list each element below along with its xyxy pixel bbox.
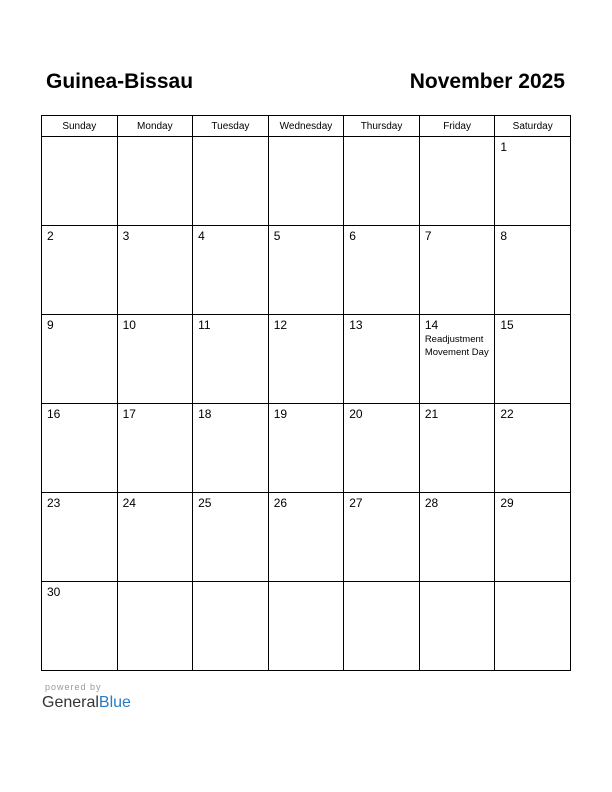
day-number: 2 [47,229,54,243]
generalblue-logo[interactable] [42,694,131,712]
day-number: 30 [47,585,61,599]
weekday-thursday: Thursday [344,116,420,137]
day-cell [42,315,118,404]
weekday-header-row [42,116,571,137]
day-number: 23 [47,496,61,510]
day-cell [117,226,193,315]
brand-general: General [42,694,99,711]
day-cell [495,493,571,582]
day-number: 26 [273,496,288,510]
weekday-sunday: Sunday [42,116,118,137]
day-cell [268,404,344,493]
brand-blue: Blue [98,694,131,711]
day-cell [495,404,571,493]
day-number [193,137,268,140]
day-number: 20 [349,407,363,421]
day-cell [193,493,269,582]
day-cell [193,582,269,671]
day-cell [268,582,344,671]
day-cell [495,582,571,671]
day-cell [42,582,118,671]
day-cell [419,226,495,315]
day-cell [495,137,571,226]
day-number [118,582,193,585]
day-number: 14 [424,318,439,332]
weekday-saturday: Saturday [495,116,571,137]
week-row [42,404,571,493]
day-number [118,137,193,140]
day-cell [268,315,344,404]
day-cell [495,226,571,315]
day-number [420,137,495,140]
week-row [42,137,571,226]
week-row [42,226,571,315]
day-cell [419,493,495,582]
day-cell [42,404,118,493]
day-cell [419,582,495,671]
day-number: 7 [424,229,432,243]
weekday-tuesday: Tuesday [193,116,269,137]
day-cell [193,404,269,493]
day-cell [344,493,420,582]
day-cell [268,137,344,226]
day-cell [193,226,269,315]
day-number [193,582,268,585]
country-title: Guinea-Bissau [46,70,194,93]
week-row [42,582,571,671]
day-cell [117,404,193,493]
day-number: 28 [424,496,439,510]
day-number: 9 [47,318,54,332]
day-number: 13 [349,318,363,332]
day-cell-holiday [419,315,495,404]
day-number [495,582,570,585]
day-cell [193,315,269,404]
day-number: 17 [122,407,136,421]
day-cell [344,315,420,404]
day-number: 25 [198,496,212,510]
day-number: 1 [500,140,508,154]
day-number [344,582,419,585]
day-number: 3 [122,229,130,243]
day-number: 29 [500,496,514,510]
holiday-label: Readjustment Movement Day [424,334,489,358]
day-number [344,137,419,140]
day-number: 4 [198,229,205,243]
day-number: 15 [500,318,514,332]
day-cell [117,582,193,671]
day-number: 21 [424,407,439,421]
day-cell [42,226,118,315]
day-cell [344,137,420,226]
day-number: 5 [273,229,281,243]
day-number: 24 [122,496,136,510]
day-cell [193,137,269,226]
day-number: 22 [500,407,514,421]
day-cell [344,404,420,493]
weekday-wednesday: Wednesday [268,116,344,137]
day-number: 19 [273,407,288,421]
day-number: 11 [198,318,211,332]
day-cell [42,493,118,582]
day-number: 27 [349,496,363,510]
day-cell [117,315,193,404]
day-number: 18 [198,407,212,421]
day-number [42,137,117,140]
day-cell [419,137,495,226]
calendar-grid [41,115,571,671]
calendar-header [41,70,571,100]
weekday-monday: Monday [117,116,193,137]
day-cell [268,226,344,315]
day-number: 8 [500,229,508,243]
week-row [42,315,571,404]
day-cell [117,493,193,582]
day-cell [344,582,420,671]
day-cell [268,493,344,582]
day-number [269,137,344,140]
day-number: 12 [273,318,288,332]
day-number: 16 [47,407,61,421]
week-row [42,493,571,582]
day-number: 10 [122,318,136,332]
day-cell [419,404,495,493]
powered-by-label: powered by [45,682,102,692]
day-cell [344,226,420,315]
day-number: 6 [349,229,356,243]
month-year-title: November 2025 [409,70,565,93]
day-number [269,582,344,585]
day-cell [117,137,193,226]
day-cell [42,137,118,226]
weekday-friday: Friday [419,116,495,137]
day-number [420,582,495,585]
day-cell [495,315,571,404]
